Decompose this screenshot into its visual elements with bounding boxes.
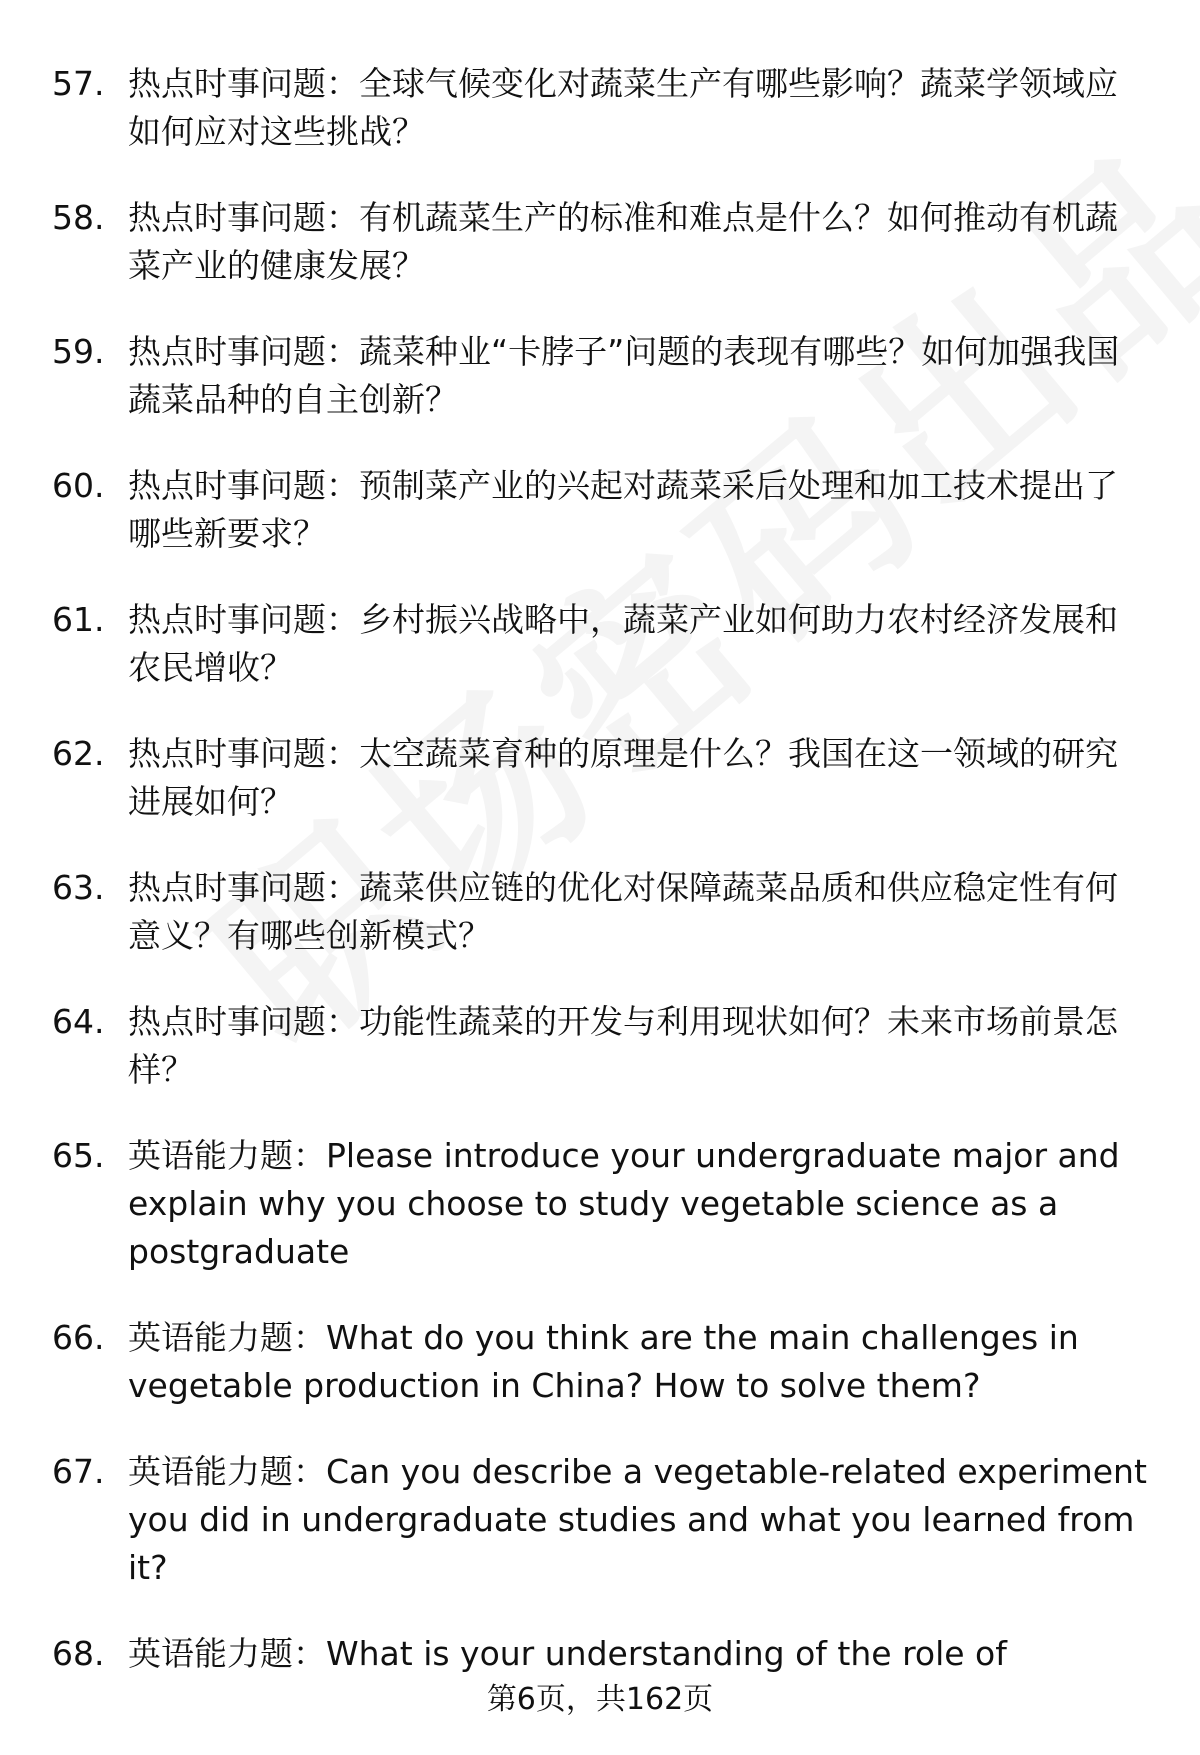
question-text: 英语能力题：Please introduce your undergraduate major and explain why you choose to study vegetable science as a postgraduate [128,1136,1120,1271]
question-text: 热点时事问题：蔬菜供应链的优化对保障蔬菜品质和供应稳定性有何意义？有哪些创新模式？ [128,868,1118,955]
question-text: 热点时事问题：蔬菜种业“卡脖子”问题的表现有哪些？如何加强我国蔬菜品种的自主创新？ [128,332,1120,419]
question-item [0,730,1200,826]
question-text: 热点时事问题：乡村振兴战略中，蔬菜产业如何助力农村经济发展和农民增收？ [128,600,1118,687]
question-number: 62. [52,734,105,773]
question-item [0,194,1200,290]
question-item [0,998,1200,1094]
question-number: 59. [52,332,105,371]
page-number-footer: 第6页，共162页 [486,1682,714,1717]
question-number: 58. [52,198,105,237]
question-text: 热点时事问题：预制菜产业的兴起对蔬菜采后处理和加工技术提出了哪些新要求？ [128,466,1118,553]
question-number: 66. [52,1318,105,1357]
question-item [0,462,1200,558]
question-number: 61. [52,600,105,639]
question-item [0,1448,1200,1592]
question-number: 67. [52,1452,105,1491]
question-text: 英语能力题：What do you think are the main challenges in vegetable production in China? How to solve them? [128,1318,1079,1405]
question-number: 63. [52,868,105,907]
question-text: 英语能力题：Can you describe a vegetable-related experiment you did in undergraduate studies and what you learned from it? [128,1452,1147,1587]
question-item [0,1630,1200,1678]
question-item [0,328,1200,424]
question-text: 热点时事问题：太空蔬菜育种的原理是什么？我国在这一领域的研究进展如何？ [128,734,1118,821]
question-item [0,596,1200,692]
question-number: 57. [52,64,105,103]
question-number: 64. [52,1002,105,1041]
question-text: 热点时事问题：功能性蔬菜的开发与利用现状如何？未来市场前景怎样？ [128,1002,1118,1089]
question-item [0,864,1200,960]
question-text: 英语能力题：What is your understanding of the role of [128,1634,1007,1673]
question-number: 68. [52,1634,105,1673]
question-number: 60. [52,466,105,505]
question-list [0,60,1200,1716]
question-number: 65. [52,1136,105,1175]
question-item [0,1132,1200,1276]
question-item [0,1314,1200,1410]
question-text: 热点时事问题：全球气候变化对蔬菜生产有哪些影响？蔬菜学领域应如何应对这些挑战？ [128,64,1118,151]
question-text: 热点时事问题：有机蔬菜生产的标准和难点是什么？如何推动有机蔬菜产业的健康发展？ [128,198,1118,285]
question-item [0,60,1200,156]
